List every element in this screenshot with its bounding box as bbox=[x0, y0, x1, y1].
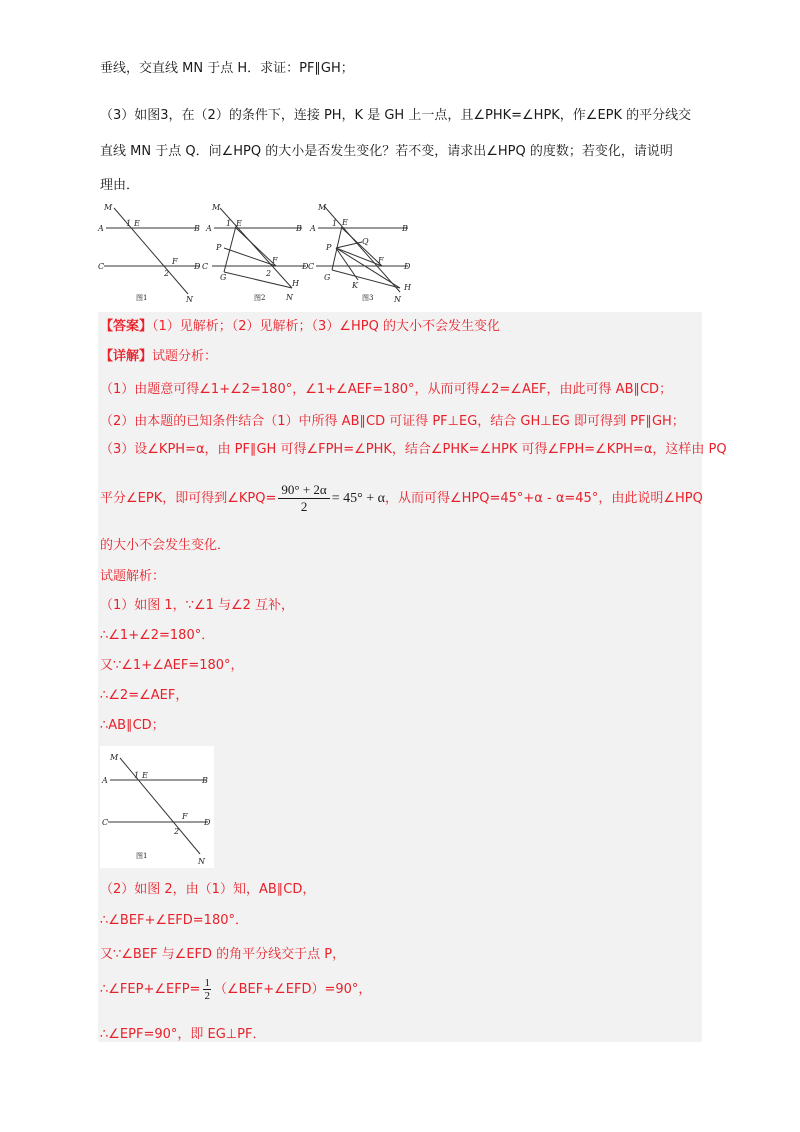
question-line-2: （3）如图3，在（2）的条件下，连接 PH，K 是 GH 上一点，且∠PHK=∠HPK，作∠EPK 的平分线交 bbox=[100, 108, 692, 123]
answer-line bbox=[100, 318, 500, 336]
solution-s3: 又∵∠1+∠AEF=180°， bbox=[100, 658, 244, 673]
label-D-large: D bbox=[204, 818, 211, 827]
detail-p4 bbox=[100, 482, 703, 516]
detail-line bbox=[100, 348, 217, 366]
label-1-3: 1 bbox=[332, 219, 338, 228]
label-M: M bbox=[104, 203, 113, 212]
solution-s9-post: （∠BEF+∠EFD）=90°， bbox=[213, 982, 372, 997]
answer-label: 【答案】 bbox=[100, 319, 153, 334]
fig3-caption: 图3 bbox=[362, 294, 374, 302]
solution-s4: ∴∠2=∠AEF， bbox=[100, 688, 189, 703]
label-G-2: G bbox=[220, 273, 227, 282]
label-B-3: B bbox=[402, 224, 408, 233]
label-C-large: C bbox=[102, 818, 109, 827]
fraction-half bbox=[203, 977, 211, 1002]
figures-1-2-3 bbox=[96, 200, 426, 308]
detail-p5: 的大小不会发生变化． bbox=[100, 538, 231, 553]
fraction-kpq-numerator: 90° + 2α bbox=[278, 482, 329, 499]
label-B-2: B bbox=[296, 224, 302, 233]
label-2: 2 bbox=[164, 269, 170, 278]
label-N-large: N bbox=[198, 857, 205, 866]
solution-s2: ∴∠1+∠2=180°． bbox=[100, 628, 215, 643]
solution-s9-pre: ∴∠FEP+∠EFP= bbox=[100, 982, 201, 997]
label-H-2: H bbox=[292, 279, 299, 288]
label-2-2: 2 bbox=[266, 269, 272, 278]
figure-1 bbox=[104, 208, 200, 294]
label-B-large: B bbox=[202, 776, 208, 785]
detail-p4-post: ，从而可得∠HPQ=45°+α - α=45°，由此说明∠HPQ bbox=[384, 491, 703, 506]
label-C-3: C bbox=[308, 262, 315, 271]
label-A-2: A bbox=[206, 224, 212, 233]
label-F-2: F bbox=[272, 256, 278, 265]
label-E-2: E bbox=[236, 219, 242, 228]
label-Q-3: Q bbox=[362, 237, 369, 246]
label-E-large: E bbox=[142, 771, 148, 780]
label-1-large: 1 bbox=[134, 771, 140, 780]
detail-label: 【详解】 bbox=[100, 349, 153, 364]
label-K-3: K bbox=[352, 281, 358, 290]
question-line-1: 垂线，交直线 MN 于点 H．求证：PF∥GH； bbox=[100, 61, 354, 76]
solution-s10: ∴∠EPF=90°，即 EG⊥PF． bbox=[100, 1027, 266, 1042]
detail-p4-pre: 平分∠EPK，即可得到∠KPQ= bbox=[100, 491, 277, 506]
solution-s5: ∴AB∥CD； bbox=[100, 718, 165, 733]
label-B: B bbox=[194, 224, 200, 233]
solution-s8: 又∵∠BEF 与∠EFD 的角平分线交于点 P， bbox=[100, 947, 346, 962]
label-H-3: H bbox=[404, 283, 411, 292]
detail-p4-equation: = 45° + α bbox=[331, 491, 385, 506]
fraction-kpq bbox=[278, 482, 329, 515]
solution-s9 bbox=[100, 976, 371, 1004]
detail-p3: （3）设∠KPH=α，由 PF∥GH 可得∠FPH=∠PHK，结合∠PHK=∠HPK 可得∠FPH=∠KPH=α，这样由 PQ bbox=[100, 442, 727, 457]
label-P-2: P bbox=[216, 243, 222, 252]
fig2-caption: 图2 bbox=[254, 294, 266, 302]
label-C-2: C bbox=[202, 262, 209, 271]
solution-s6: （2）如图 2，由（1）知，AB∥CD， bbox=[100, 882, 316, 897]
label-N-2: N bbox=[286, 293, 293, 302]
fraction-kpq-denominator: 2 bbox=[300, 499, 308, 514]
fraction-half-denominator: 2 bbox=[204, 990, 210, 1002]
label-F-large: F bbox=[182, 812, 188, 821]
answer-text: （1）见解析；（2）见解析；（3）∠HPQ 的大小不会发生变化 bbox=[152, 319, 500, 334]
detail-p1: （1）由题意可得∠1+∠2=180°，∠1+∠AEF=180°，从而可得∠2=∠AEF，由此可得 AB∥CD； bbox=[100, 382, 673, 397]
figure-1-large-svg bbox=[100, 746, 214, 868]
label-E-3: E bbox=[342, 218, 348, 227]
label-D-2: D bbox=[302, 262, 309, 271]
label-M-2: M bbox=[212, 203, 221, 212]
question-line-3: 直线 MN 于点 Q．问∠HPQ 的大小是否发生变化？若不变，请求出∠HPQ 的度数；若变化，请说明 bbox=[100, 144, 673, 159]
fig1-caption: 图1 bbox=[136, 294, 148, 302]
detail-intro: 试题分析： bbox=[152, 349, 218, 364]
label-D-3: D bbox=[404, 262, 411, 271]
label-1: 1 bbox=[126, 219, 132, 228]
fig1-large-caption: 图1 bbox=[136, 852, 148, 860]
figure-1-large bbox=[100, 746, 214, 868]
question-line-4: 理由． bbox=[100, 178, 140, 193]
label-M-3: M bbox=[318, 203, 327, 212]
label-2-large: 2 bbox=[174, 827, 180, 836]
label-M-large: M bbox=[110, 753, 119, 762]
label-1-2: 1 bbox=[226, 219, 232, 228]
fraction-half-numerator: 1 bbox=[204, 977, 210, 989]
solution-s7: ∴∠BEF+∠EFD=180°． bbox=[100, 913, 248, 928]
label-C: C bbox=[98, 262, 105, 271]
label-G-3: G bbox=[324, 273, 331, 282]
solution-s1: （1）如图 1，∵∠1 与∠2 互补， bbox=[100, 598, 295, 613]
label-A-3: A bbox=[310, 224, 316, 233]
label-D: D bbox=[194, 262, 201, 271]
label-E: E bbox=[134, 219, 140, 228]
label-F-3: F bbox=[378, 256, 384, 265]
label-N: N bbox=[186, 295, 193, 304]
label-N-3: N bbox=[394, 295, 401, 304]
solution-heading: 试题解析： bbox=[100, 569, 166, 584]
detail-p2: （2）由本题的已知条件结合（1）中所得 AB∥CD 可证得 PF⊥EG，结合 GH⊥EG 即可得到 PF∥GH； bbox=[100, 414, 685, 429]
label-A: A bbox=[98, 224, 104, 233]
label-F: F bbox=[172, 257, 178, 266]
label-P-3: P bbox=[326, 243, 332, 252]
label-A-large: A bbox=[102, 776, 108, 785]
